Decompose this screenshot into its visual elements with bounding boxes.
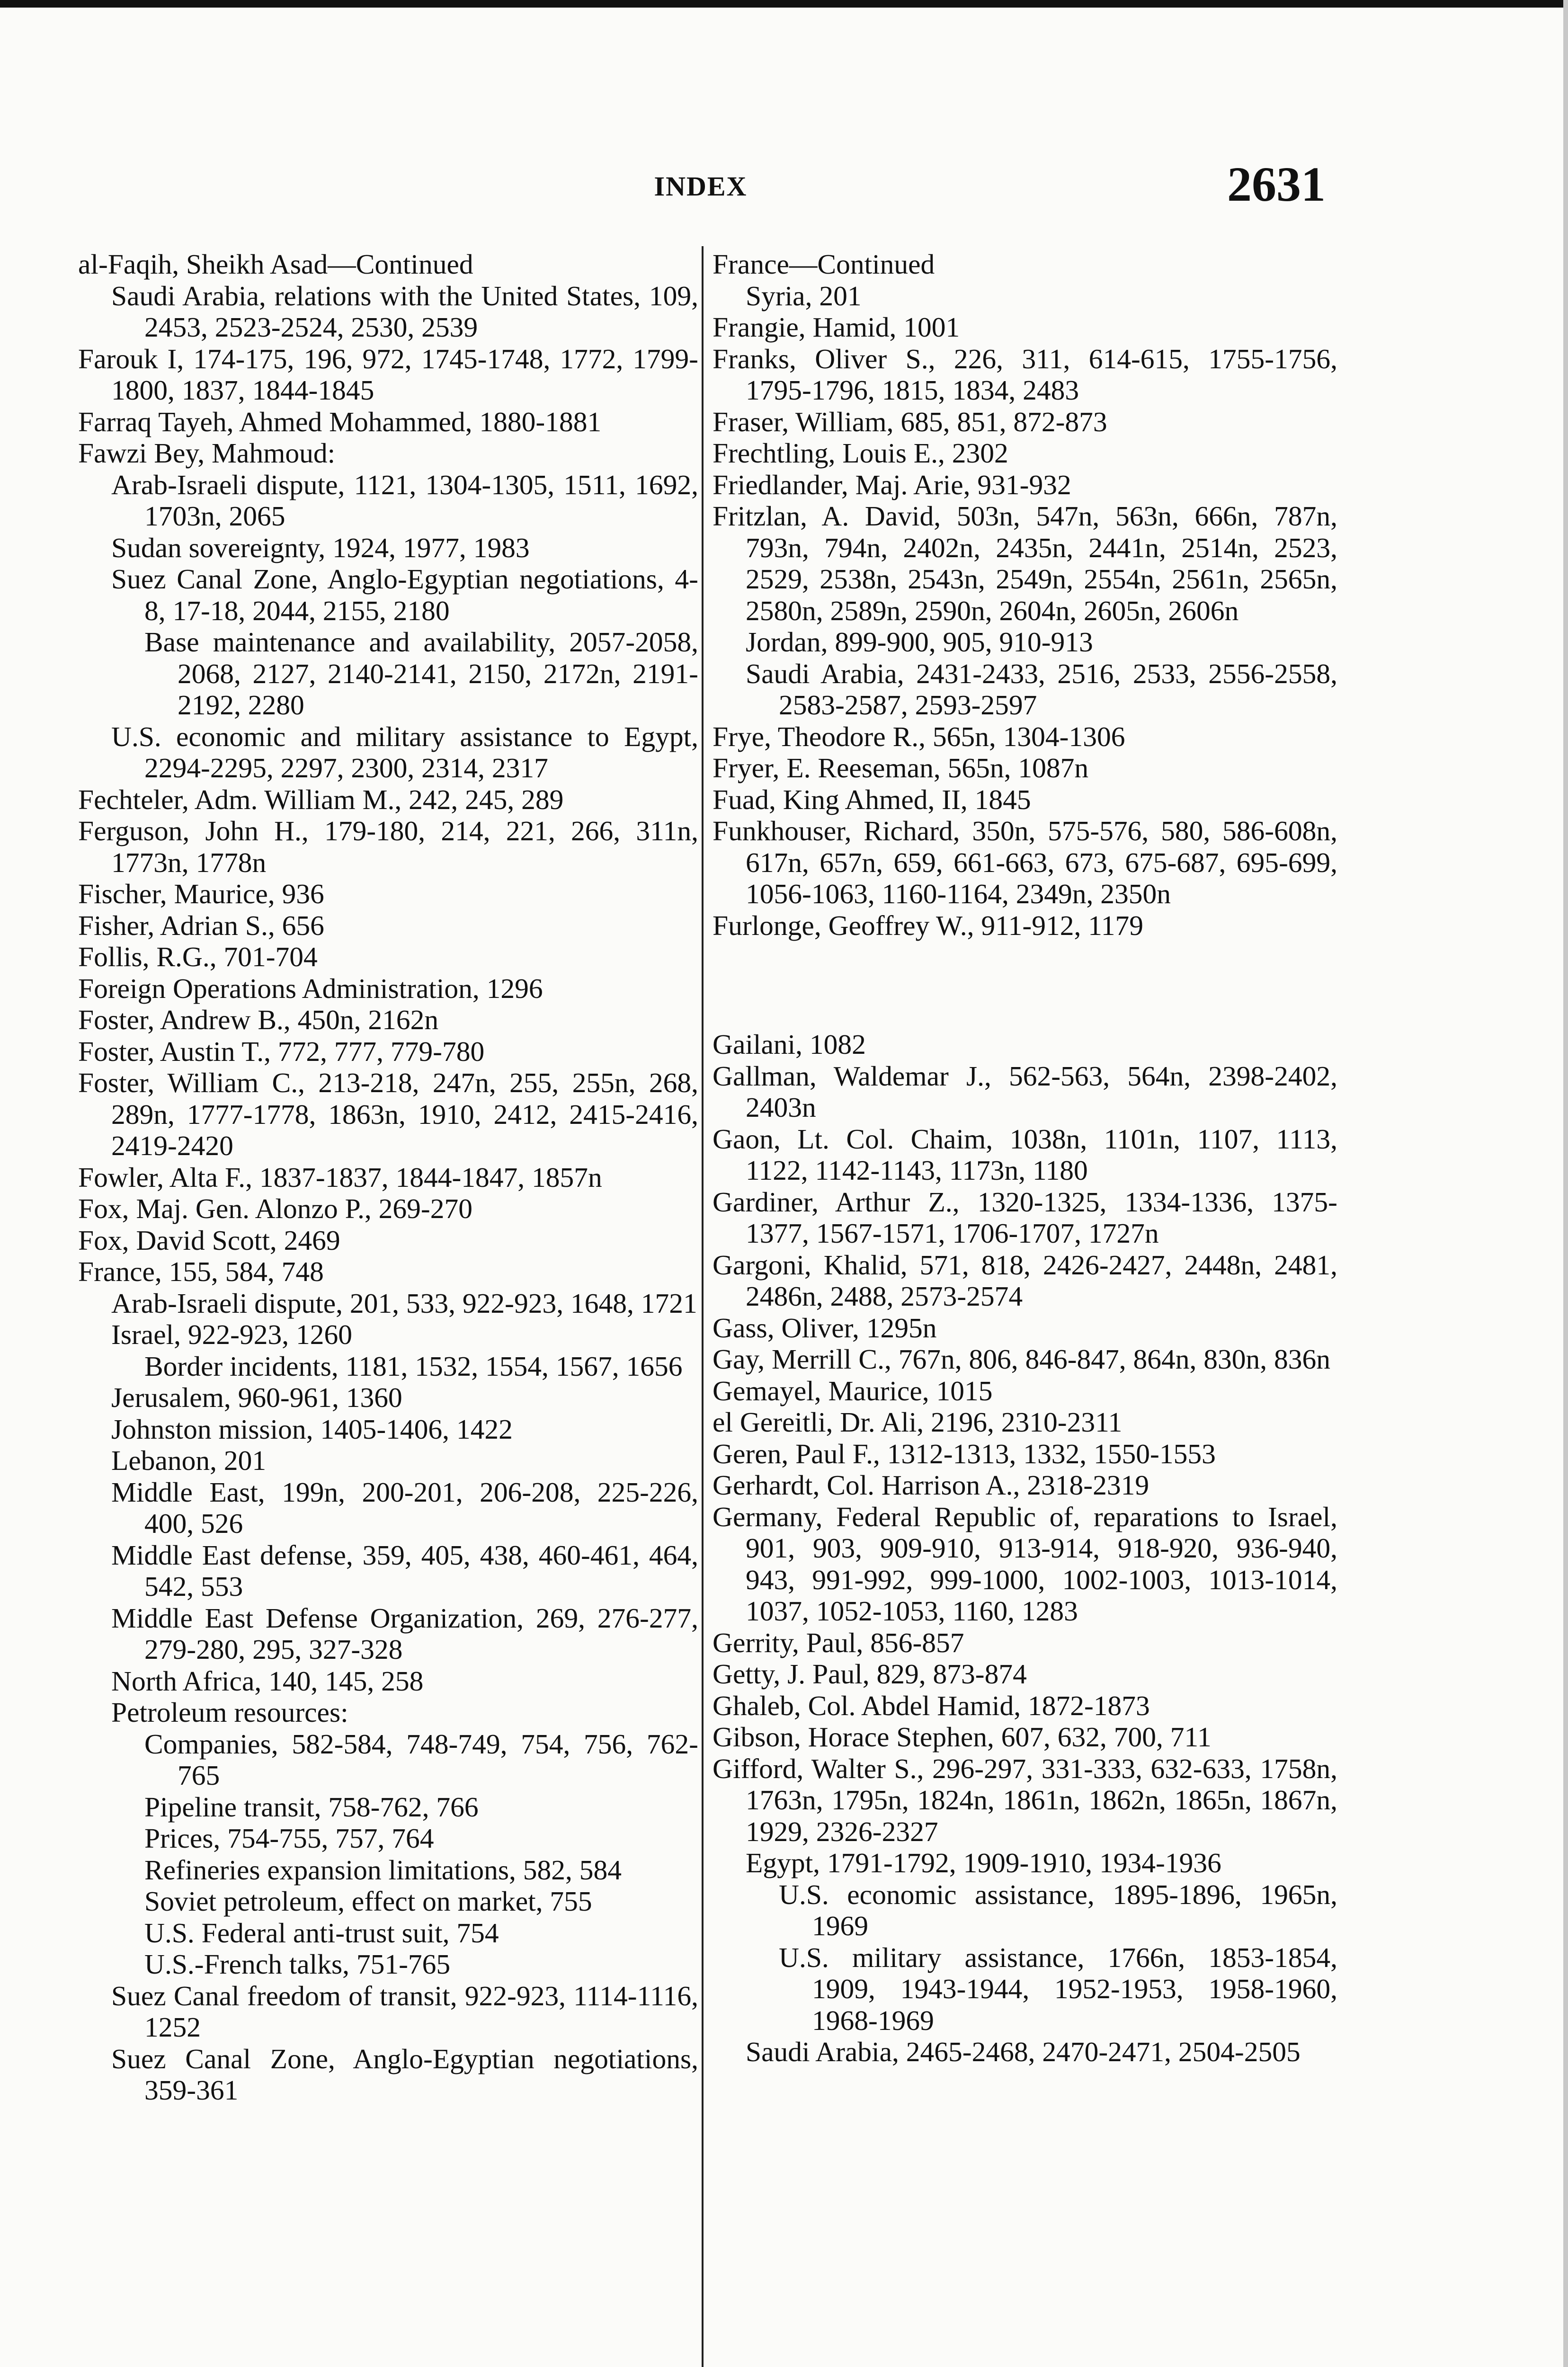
index-entry: Fechteler, Adm. William M., 242, 245, 289 xyxy=(78,783,564,815)
index-subentry: Middle East defense, 359, 405, 438, 460-461, 464, 542, 553 xyxy=(111,1539,698,1602)
index-entry: Fritzlan, A. David, 503n, 547n, 563n, 666n, 787n, 793n, 794n, 2402n, 2435n, 2441n, 2514n, 2523, 2529, 2538n, 2543n, 2549n, 2554n, 2561n, 2565n, 2580n, 2589n, 2590n, 2604n, 2605n, 2606n xyxy=(713,500,1337,626)
index-entry: Friedlander, Maj. Arie, 931-932 xyxy=(713,469,1071,500)
index-subentry: Prices, 754-755, 757, 764 xyxy=(144,1823,434,1854)
index-entry: Gargoni, Khalid, 571, 818, 2426-2427, 2448n, 2481, 2486n, 2488, 2573-2574 xyxy=(713,1249,1337,1312)
index-entry: Gerrity, Paul, 856-857 xyxy=(713,1627,964,1658)
index-entry: Gailani, 1082 xyxy=(713,1029,866,1060)
index-entry: Frye, Theodore R., 565n, 1304-1306 xyxy=(713,721,1125,752)
index-subentry: U.S. economic and military assistance to Egypt, 2294-2295, 2297, 2300, 2314, 2317 xyxy=(111,721,698,783)
index-subentry: Suez Canal Zone, Anglo-Egyptian negotiations, 359-361 xyxy=(111,2043,698,2106)
index-subentry: Lebanon, 201 xyxy=(111,1445,267,1476)
index-subentry: Base maintenance and availability, 2057-2058, 2068, 2127, 2140-2141, 2150, 2172n, 2191-2192, 2280 xyxy=(144,626,698,721)
index-column-right xyxy=(713,249,1337,2068)
index-subentry: Suez Canal Zone, Anglo-Egyptian negotiations, 4-8, 17-18, 2044, 2155, 2180 xyxy=(111,563,698,626)
index-entry: Gemayel, Maurice, 1015 xyxy=(713,1375,993,1406)
index-subentry: Arab-Israeli dispute, 1121, 1304-1305, 1511, 1692, 1703n, 2065 xyxy=(111,469,698,532)
index-entry: Fuad, King Ahmed, II, 1845 xyxy=(713,783,1031,815)
index-entry: Foreign Operations Administration, 1296 xyxy=(78,972,543,1004)
index-entry: Ghaleb, Col. Abdel Hamid, 1872-1873 xyxy=(713,1690,1150,1721)
index-subentry: Petroleum resources: xyxy=(111,1697,348,1728)
index-subentry: U.S. Federal anti-trust suit, 754 xyxy=(144,1917,499,1949)
index-entry: Gaon, Lt. Col. Chaim, 1038n, 1101n, 1107, 1113, 1122, 1142-1143, 1173n, 1180 xyxy=(713,1123,1337,1186)
index-subentry: Refineries expansion limitations, 582, 584 xyxy=(144,1854,622,1886)
index-subentry: Sudan sovereignty, 1924, 1977, 1983 xyxy=(111,532,530,563)
index-entry: Fawzi Bey, Mahmoud: xyxy=(78,437,336,469)
index-entry: Fox, David Scott, 2469 xyxy=(78,1224,340,1256)
top-edge-rule xyxy=(0,0,1568,8)
index-entry: Farraq Tayeh, Ahmed Mohammed, 1880-1881 xyxy=(78,406,602,437)
index-subentry: Syria, 201 xyxy=(746,280,862,311)
index-subentry: U.S. economic assistance, 1895-1896, 1965n, 1969 xyxy=(779,1878,1337,1941)
index-subentry: Saudi Arabia, relations with the United States, 109, 2453, 2523-2524, 2530, 2539 xyxy=(111,280,698,343)
index-subentry: U.S.-French talks, 751-765 xyxy=(144,1949,451,1980)
index-entry: Gerhardt, Col. Harrison A., 2318-2319 xyxy=(713,1469,1149,1501)
index-subentry: Egypt, 1791-1792, 1909-1910, 1934-1936 xyxy=(746,1847,1221,1878)
index-subentry: Saudi Arabia, 2465-2468, 2470-2471, 2504-2505 xyxy=(746,2036,1301,2067)
index-subentry: Companies, 582-584, 748-749, 754, 756, 762-765 xyxy=(144,1728,698,1791)
index-entry: Frangie, Hamid, 1001 xyxy=(713,311,960,343)
index-entry: Fowler, Alta F., 1837-1837, 1844-1847, 1857n xyxy=(78,1161,602,1193)
index-entry: Fischer, Maurice, 936 xyxy=(78,878,324,909)
index-subentry: Soviet petroleum, effect on market, 755 xyxy=(144,1886,592,1917)
index-subentry: Jordan, 899-900, 905, 910-913 xyxy=(746,626,1093,658)
index-subentry: Johnston mission, 1405-1406, 1422 xyxy=(111,1413,513,1445)
index-entry: Fraser, William, 685, 851, 872-873 xyxy=(713,406,1107,437)
index-entry: Fisher, Adrian S., 656 xyxy=(78,909,324,941)
index-entry: Foster, Austin T., 772, 777, 779-780 xyxy=(78,1035,485,1067)
index-entry: Farouk I, 174-175, 196, 972, 1745-1748, 1772, 1799-1800, 1837, 1844-1845 xyxy=(78,343,698,406)
index-entry: Gass, Oliver, 1295n xyxy=(713,1312,937,1344)
section-gap xyxy=(713,970,1337,1001)
index-subentry: Pipeline transit, 758-762, 766 xyxy=(144,1791,479,1823)
index-subentry: Middle East, 199n, 200-201, 206-208, 225-226, 400, 526 xyxy=(111,1476,698,1539)
index-entry: Frechtling, Louis E., 2302 xyxy=(713,437,1008,469)
index-entry: Franks, Oliver S., 226, 311, 614-615, 1755-1756, 1795-1796, 1815, 1834, 2483 xyxy=(713,343,1337,406)
index-subentry: Saudi Arabia, 2431-2433, 2516, 2533, 2556-2558, 2583-2587, 2593-2597 xyxy=(746,658,1337,721)
index-subentry: U.S. military assistance, 1766n, 1853-1854, 1909, 1943-1944, 1952-1953, 1958-1960, 1968-1969 xyxy=(779,1941,1337,2036)
index-entry: el Gereitli, Dr. Ali, 2196, 2310-2311 xyxy=(713,1406,1123,1438)
index-entry: Geren, Paul F., 1312-1313, 1332, 1550-1553 xyxy=(713,1438,1216,1469)
index-subentry: Suez Canal freedom of transit, 922-923, 1114-1116, 1252 xyxy=(111,1980,698,2043)
index-entry: Germany, Federal Republic of, reparations to Israel, 901, 903, 909-910, 913-914, 918-920, 936-940, 943, 991-992, 999-1000, 1002-1003, 1013-1014, 1037, 1052-1053, 1160, 1283 xyxy=(713,1501,1337,1627)
column-divider xyxy=(702,246,704,2367)
index-entry: Foster, William C., 213-218, 247n, 255, 255n, 268, 289n, 1777-1778, 1863n, 1910, 2412, 2415-2416, 2419-2420 xyxy=(78,1067,698,1161)
index-entry: Follis, R.G., 701-704 xyxy=(78,941,318,972)
index-subentry: Arab-Israeli dispute, 201, 533, 922-923, 1648, 1721 xyxy=(111,1287,697,1319)
index-entry: Gay, Merrill C., 767n, 806, 846-847, 864n, 830n, 836n xyxy=(713,1344,1331,1375)
index-entry: France, 155, 584, 748 xyxy=(78,1256,324,1287)
index-entry: Ferguson, John H., 179-180, 214, 221, 266, 311n, 1773n, 1778n xyxy=(78,815,698,878)
index-column-left xyxy=(78,249,698,2106)
index-entry: Fryer, E. Reeseman, 565n, 1087n xyxy=(713,752,1089,783)
index-entry: Fox, Maj. Gen. Alonzo P., 269-270 xyxy=(78,1193,472,1224)
index-subentry: Jerusalem, 960-961, 1360 xyxy=(111,1382,402,1413)
index-entry: Gallman, Waldemar J., 562-563, 564n, 2398-2402, 2403n xyxy=(713,1060,1337,1123)
index-entry: Getty, J. Paul, 829, 873-874 xyxy=(713,1658,1027,1690)
index-subentry: Middle East Defense Organization, 269, 276-277, 279-280, 295, 327-328 xyxy=(111,1602,698,1665)
index-subentry: Israel, 922-923, 1260 xyxy=(111,1319,352,1350)
index-subentry: Border incidents, 1181, 1532, 1554, 1567, 1656 xyxy=(144,1350,683,1382)
index-entry: France—Continued xyxy=(713,249,935,280)
index-entry: Funkhouser, Richard, 350n, 575-576, 580, 586-608n, 617n, 657n, 659, 661-663, 673, 675-687, 695-699, 1056-1063, 1160-1164, 2349n, 2350n xyxy=(713,815,1337,909)
index-entry: Foster, Andrew B., 450n, 2162n xyxy=(78,1004,439,1035)
index-entry: Furlonge, Geoffrey W., 911-912, 1179 xyxy=(713,909,1144,941)
index-entry: Gardiner, Arthur Z., 1320-1325, 1334-1336, 1375-1377, 1567-1571, 1706-1707, 1727n xyxy=(713,1186,1337,1249)
right-edge-shadow xyxy=(1563,0,1568,2367)
page-number: 2631 xyxy=(1227,157,1326,212)
index-entry: al-Faqih, Sheikh Asad—Continued xyxy=(78,249,473,280)
index-entry: Gibson, Horace Stephen, 607, 632, 700, 711 xyxy=(713,1721,1212,1753)
index-subentry: North Africa, 140, 145, 258 xyxy=(111,1665,424,1697)
running-header: INDEX xyxy=(654,171,748,202)
index-entry: Gifford, Walter S., 296-297, 331-333, 632-633, 1758n, 1763n, 1795n, 1824n, 1861n, 1862n, 1865n, 1867n, 1929, 2326-2327 xyxy=(713,1753,1337,1847)
